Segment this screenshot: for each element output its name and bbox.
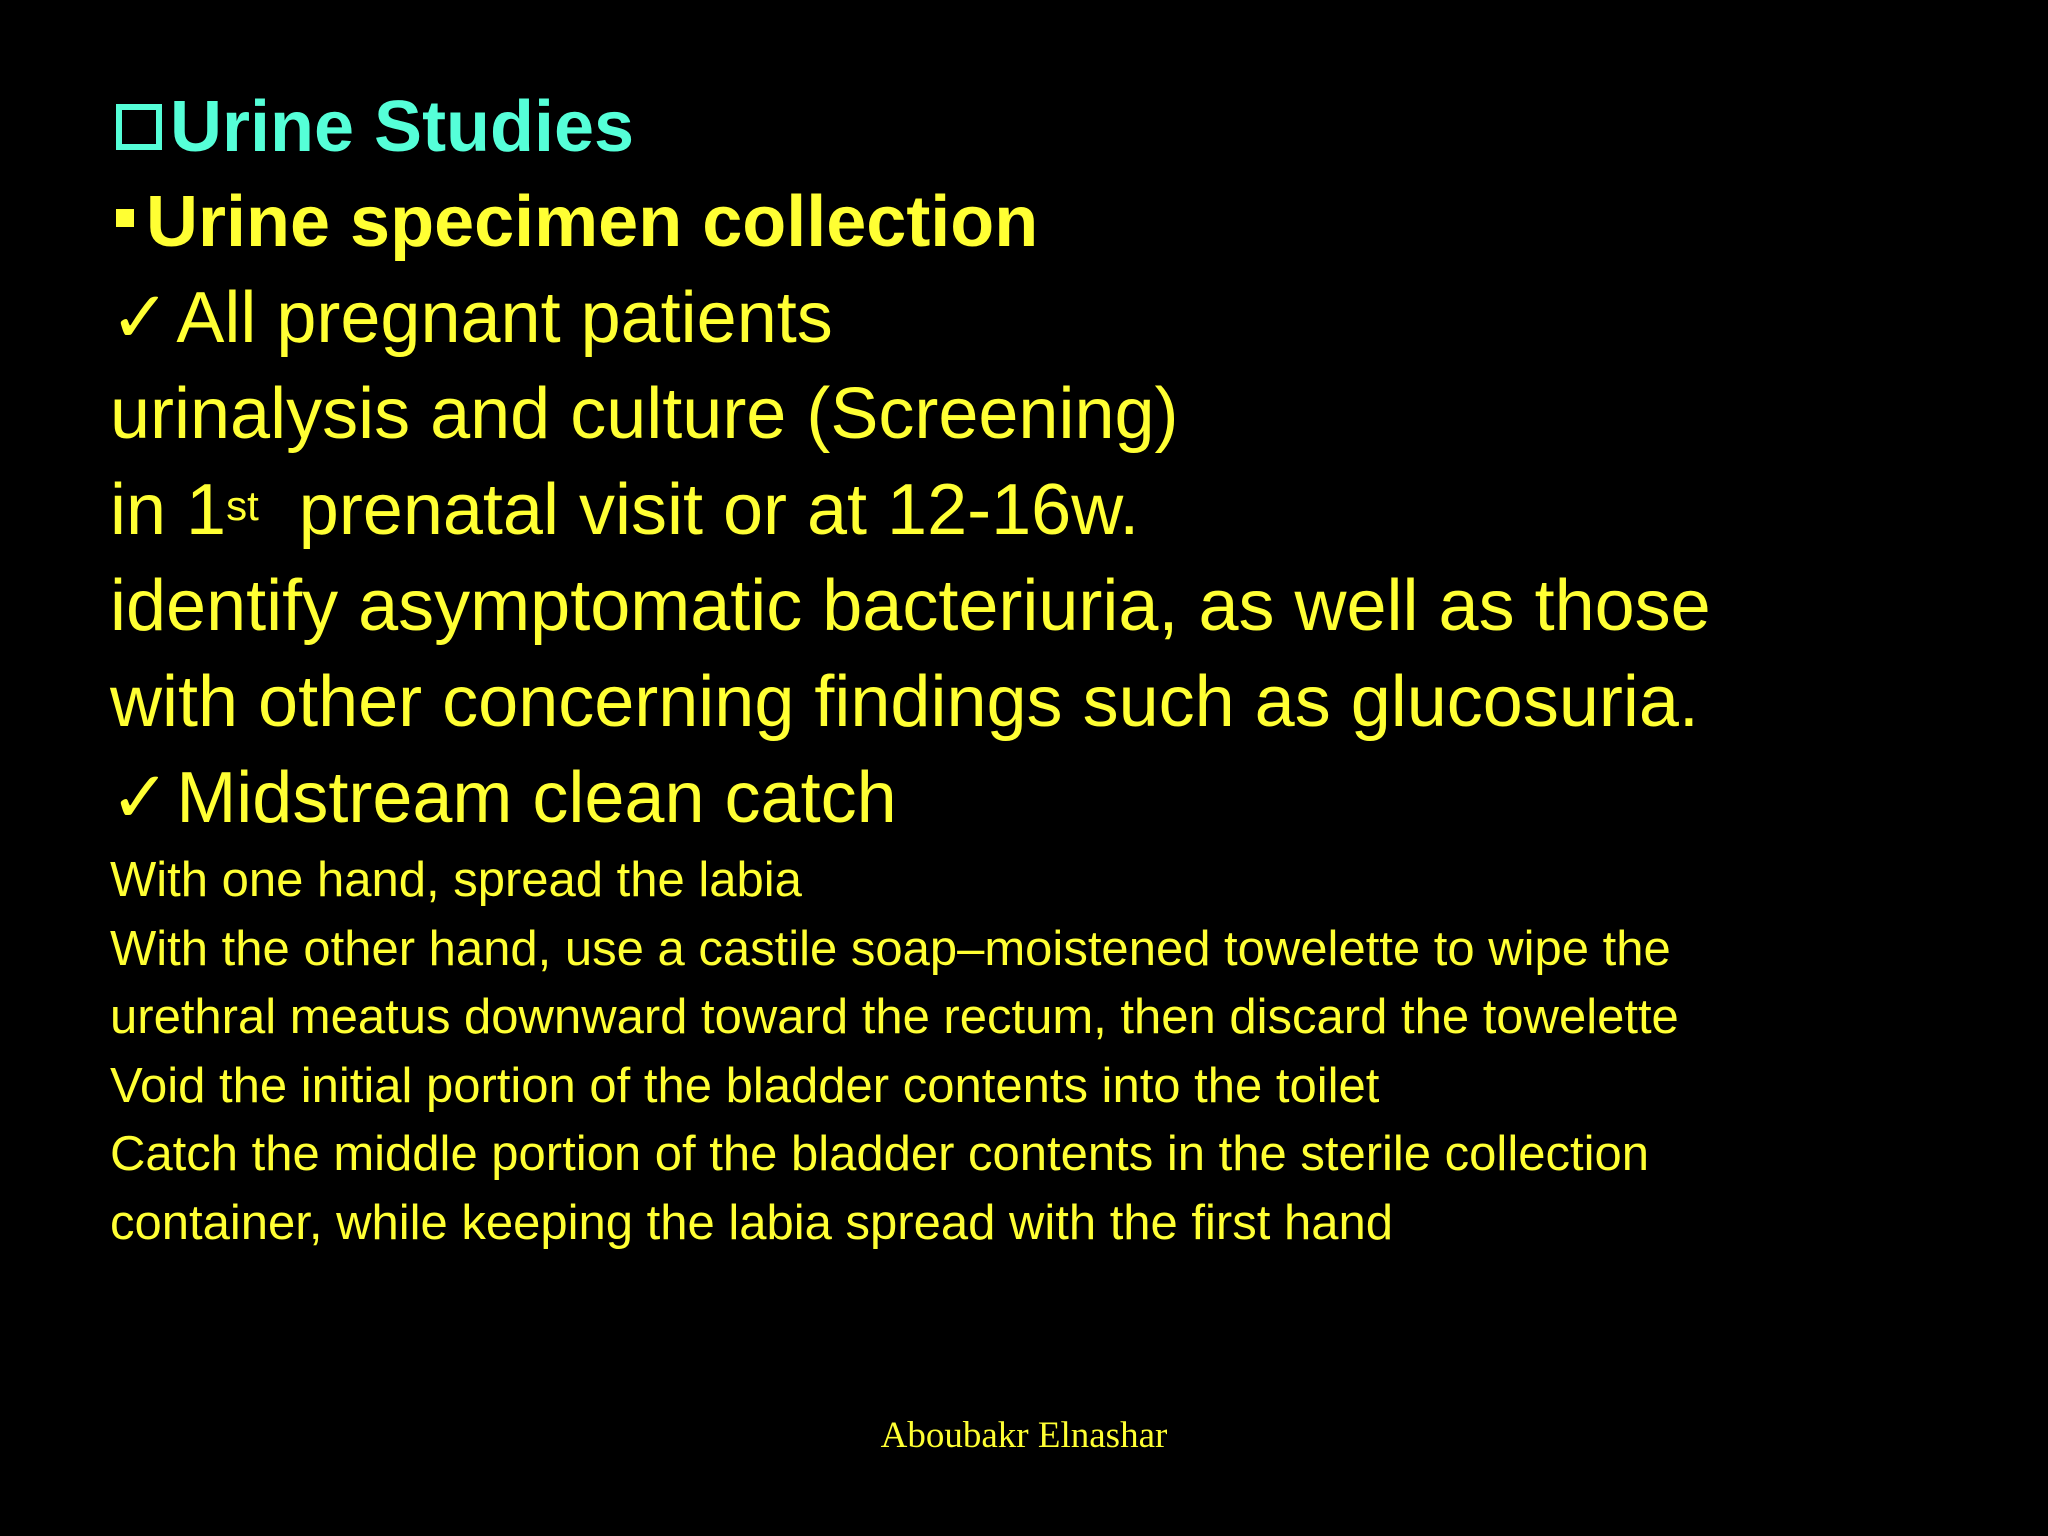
line-identify-1: identify asymptomatic bacteriuria, as well as those (110, 566, 1711, 646)
point1-text: All pregnant patients (176, 278, 833, 358)
visit-suffix: prenatal visit or at 12-16w. (298, 470, 1140, 550)
step-line: urethral meatus downward toward the rectum, then discard the towelette (110, 990, 1679, 1044)
point-midstream-clean-catch (110, 750, 2010, 846)
point-all-pregnant-patients (110, 270, 2010, 366)
subheading-specimen-collection (110, 174, 2010, 270)
line-urinalysis: urinalysis and culture (Screening) (110, 374, 1179, 454)
square-bullet-icon (116, 209, 134, 227)
step-line: With one hand, spread the labia (110, 853, 802, 907)
subheading-text: Urine specimen collection (146, 182, 1039, 262)
line-identify-2: with other concerning findings such as glucosuria. (110, 662, 1699, 742)
step-line: With the other hand, use a castile soap–moistened towelette to wipe the (110, 921, 1671, 976)
check-mark-icon: ✓ (110, 758, 171, 838)
slide-content (110, 80, 2010, 1257)
checkbox-icon (116, 104, 162, 150)
step-line: Catch the middle portion of the bladder contents in the sterile collection (110, 1127, 1649, 1181)
check-mark-icon: ✓ (110, 278, 171, 358)
footer-author: Aboubakr Elnashar (880, 1415, 1168, 1456)
step-line: Void the initial portion of the bladder contents into the toilet (110, 1058, 1380, 1113)
heading-text: Urine Studies (170, 87, 635, 167)
step-line: container, while keeping the labia spread with the first hand (110, 1195, 1393, 1250)
heading-urine-studies (110, 80, 2010, 174)
line-prenatal-visit (110, 462, 2010, 558)
point2-text: Midstream clean catch (176, 758, 897, 838)
visit-prefix: in 1 (110, 470, 227, 550)
visit-ordinal: st (226, 482, 259, 529)
